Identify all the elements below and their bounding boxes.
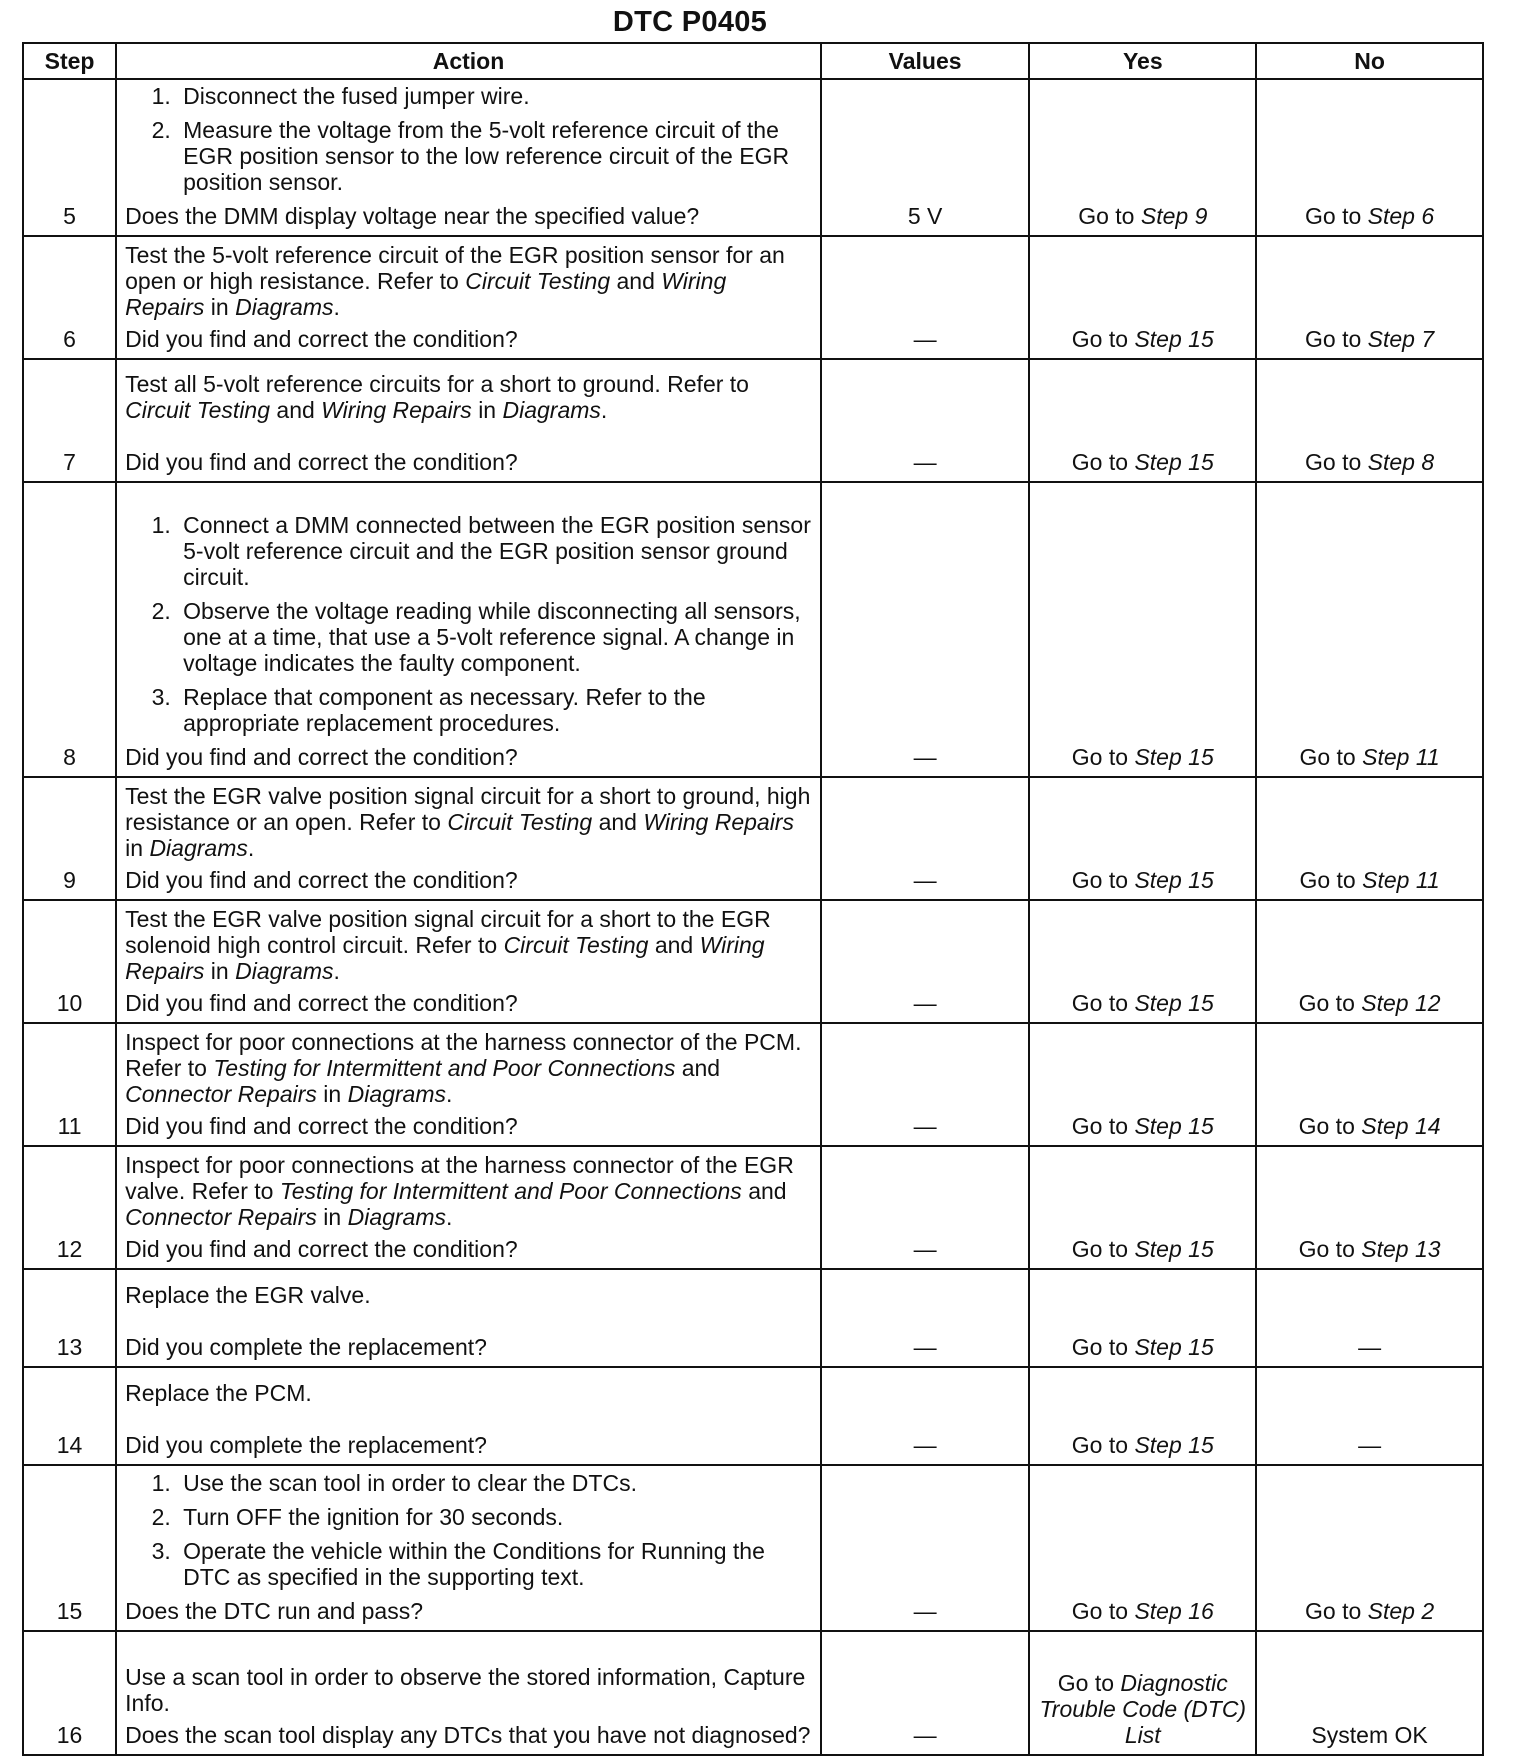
- action-question: Did you find and correct the condition?: [125, 744, 518, 770]
- action-cell: [116, 777, 821, 900]
- yes-cell: Go to Step 15: [1029, 1269, 1256, 1367]
- no-cell: Go to Step 8: [1256, 359, 1483, 482]
- action-cell: [116, 1631, 821, 1755]
- action-item: 2. Measure the voltage from the 5-volt reference circuit of the EGR position sensor to the low reference circuit of the EGR position sensor.: [177, 117, 812, 195]
- action-cell: [116, 236, 821, 359]
- step-link[interactable]: Step 15: [1134, 1236, 1214, 1262]
- action-question: Does the DMM display voltage near the specified value?: [125, 203, 700, 229]
- value-cell: —: [821, 1631, 1030, 1755]
- action-cell: [116, 1367, 821, 1465]
- action-text: Inspect for poor connections at the harness connector of the EGR valve. Refer to Testing for Intermittent and Poor Connections and Connector Repairs in Diagrams.: [125, 1152, 794, 1230]
- step-link[interactable]: Step 15: [1134, 867, 1214, 893]
- table-row: [23, 777, 1483, 900]
- step-link[interactable]: Step 16: [1134, 1598, 1214, 1624]
- value-cell: —: [821, 359, 1030, 482]
- action-cell: [116, 79, 821, 236]
- action-cell: [116, 1465, 821, 1631]
- step-number: 13: [23, 1269, 116, 1367]
- step-link[interactable]: Step 14: [1361, 1113, 1441, 1139]
- action-item: 3. Operate the vehicle within the Conditions for Running the DTC as specified in the supporting text.: [177, 1538, 812, 1590]
- header-no: No: [1256, 43, 1483, 79]
- table-row: [23, 900, 1483, 1023]
- action-question: Does the scan tool display any DTCs that you have not diagnosed?: [125, 1722, 811, 1748]
- step-number: 15: [23, 1465, 116, 1631]
- step-link[interactable]: Step 11: [1362, 744, 1440, 770]
- action-question: Did you find and correct the condition?: [125, 1113, 518, 1139]
- step-link[interactable]: Step 13: [1361, 1236, 1441, 1262]
- header-values: Values: [821, 43, 1030, 79]
- value-cell: —: [821, 1146, 1030, 1269]
- header-step: Step: [23, 43, 116, 79]
- yes-cell: Go to Step 15: [1029, 359, 1256, 482]
- action-item: 1. Disconnect the fused jumper wire.: [177, 83, 812, 109]
- no-cell: Go to Step 11: [1256, 777, 1483, 900]
- yes-cell: Go to Step 15: [1029, 1146, 1256, 1269]
- step-number: 11: [23, 1023, 116, 1146]
- action-text: Test all 5-volt reference circuits for a short to ground. Refer to Circuit Testing and Wiring Repairs in Diagrams.: [125, 371, 749, 423]
- value-cell: —: [821, 1465, 1030, 1631]
- header-row: [23, 43, 1483, 79]
- action-cell: [116, 1269, 821, 1367]
- no-cell: —: [1256, 1269, 1483, 1367]
- step-number: 6: [23, 236, 116, 359]
- yes-cell: Go to Step 15: [1029, 236, 1256, 359]
- no-cell: Go to Step 2: [1256, 1465, 1483, 1631]
- yes-cell: Go to Step 15: [1029, 1023, 1256, 1146]
- step-link[interactable]: Step 8: [1367, 449, 1435, 475]
- step-number: 12: [23, 1146, 116, 1269]
- dtc-table: [22, 42, 1484, 1756]
- no-cell: Go to Step 6: [1256, 79, 1483, 236]
- table-row: [23, 1146, 1483, 1269]
- step-link[interactable]: Step 12: [1361, 990, 1441, 1016]
- action-question: Did you find and correct the condition?: [125, 326, 518, 352]
- action-question: Did you complete the replacement?: [125, 1334, 487, 1360]
- yes-cell: Go to Step 16: [1029, 1465, 1256, 1631]
- action-cell: [116, 900, 821, 1023]
- table-row: [23, 1367, 1483, 1465]
- no-cell: Go to Step 13: [1256, 1146, 1483, 1269]
- step-link[interactable]: Step 15: [1134, 1432, 1214, 1458]
- yes-cell: Go to Diagnostic Trouble Code (DTC) List: [1029, 1631, 1256, 1755]
- value-cell: —: [821, 1269, 1030, 1367]
- table-row: [23, 1465, 1483, 1631]
- step-link[interactable]: Step 7: [1367, 326, 1435, 352]
- action-item: 2. Observe the voltage reading while disconnecting all sensors, one at a time, that use a 5-volt reference signal. A change in voltage indicates the faulty component.: [177, 598, 812, 676]
- step-number: 5: [23, 79, 116, 236]
- table-row: [23, 236, 1483, 359]
- action-question: Did you complete the replacement?: [125, 1432, 487, 1458]
- action-text: Inspect for poor connections at the harness connector of the PCM. Refer to Testing for Intermittent and Poor Connections and Connector Repairs in Diagrams.: [125, 1029, 802, 1107]
- dtc-list-link[interactable]: Diagnostic Trouble Code (DTC) List: [1039, 1670, 1247, 1748]
- header-action: Action: [116, 43, 821, 79]
- action-text: Replace the EGR valve.: [125, 1282, 371, 1308]
- value-cell: —: [821, 1023, 1030, 1146]
- action-item: 2. Turn OFF the ignition for 30 seconds.: [177, 1504, 812, 1530]
- page-title: DTC P0405: [612, 6, 768, 38]
- action-question: Did you find and correct the condition?: [125, 449, 518, 475]
- action-item: 1. Use the scan tool in order to clear the DTCs.: [177, 1470, 812, 1496]
- no-cell: System OK: [1256, 1631, 1483, 1755]
- table-row: [23, 1023, 1483, 1146]
- yes-cell: Go to Step 15: [1029, 777, 1256, 900]
- step-link[interactable]: Step 11: [1362, 867, 1440, 893]
- step-link[interactable]: Step 9: [1140, 203, 1208, 229]
- step-link[interactable]: Step 15: [1134, 744, 1214, 770]
- action-list: [125, 83, 812, 195]
- action-text: Test the 5-volt reference circuit of the EGR position sensor for an open or high resistance. Refer to Circuit Testing and Wiring Repairs in Diagrams.: [125, 242, 785, 320]
- no-cell: —: [1256, 1367, 1483, 1465]
- step-link[interactable]: Step 6: [1367, 203, 1435, 229]
- yes-cell: Go to Step 15: [1029, 482, 1256, 777]
- action-list: [125, 512, 812, 736]
- table-row: [23, 359, 1483, 482]
- action-text: Test the EGR valve position signal circuit for a short to the EGR solenoid high control circuit. Refer to Circuit Testing and Wiring Repairs in Diagrams.: [125, 906, 771, 984]
- value-cell: —: [821, 777, 1030, 900]
- header-yes: Yes: [1029, 43, 1256, 79]
- action-text: Use a scan tool in order to observe the stored information, Capture Info.: [125, 1664, 806, 1716]
- no-cell: Go to Step 11: [1256, 482, 1483, 777]
- action-cell: [116, 1146, 821, 1269]
- step-link[interactable]: Step 2: [1367, 1598, 1435, 1624]
- action-cell: [116, 482, 821, 777]
- action-list: [125, 1470, 812, 1590]
- action-question: Did you find and correct the condition?: [125, 990, 518, 1016]
- table-row: [23, 1269, 1483, 1367]
- step-link[interactable]: Step 15: [1134, 1334, 1214, 1360]
- value-cell: —: [821, 900, 1030, 1023]
- action-cell: [116, 1023, 821, 1146]
- step-number: 8: [23, 482, 116, 777]
- table-row: [23, 482, 1483, 777]
- action-question: Did you find and correct the condition?: [125, 1236, 518, 1262]
- action-text: Test the EGR valve position signal circuit for a short to ground, high resistance or an open. Refer to Circuit Testing and Wiring Repairs in Diagrams.: [125, 783, 811, 861]
- table-row: [23, 1631, 1483, 1755]
- step-number: 16: [23, 1631, 116, 1755]
- yes-cell: Go to Step 15: [1029, 900, 1256, 1023]
- value-cell: —: [821, 1367, 1030, 1465]
- step-number: 7: [23, 359, 116, 482]
- table-row: [23, 79, 1483, 236]
- action-text: Replace the PCM.: [125, 1380, 312, 1406]
- action-item: 1. Connect a DMM connected between the EGR position sensor 5-volt reference circuit and the EGR position sensor ground circuit.: [177, 512, 812, 590]
- action-item: 3. Replace that component as necessary. Refer to the appropriate replacement procedures.: [177, 684, 812, 736]
- no-cell: Go to Step 12: [1256, 900, 1483, 1023]
- step-link[interactable]: Step 15: [1134, 326, 1214, 352]
- step-link[interactable]: Step 15: [1134, 449, 1214, 475]
- step-number: 10: [23, 900, 116, 1023]
- no-cell: Go to Step 14: [1256, 1023, 1483, 1146]
- action-cell: [116, 359, 821, 482]
- action-question: Did you find and correct the condition?: [125, 867, 518, 893]
- action-question: Does the DTC run and pass?: [125, 1598, 424, 1624]
- step-number: 14: [23, 1367, 116, 1465]
- no-cell: Go to Step 7: [1256, 236, 1483, 359]
- step-link[interactable]: Step 15: [1134, 990, 1214, 1016]
- value-cell: —: [821, 236, 1030, 359]
- step-number: 9: [23, 777, 116, 900]
- yes-cell: Go to Step 9: [1029, 79, 1256, 236]
- yes-cell: Go to Step 15: [1029, 1367, 1256, 1465]
- value-cell: 5 V: [821, 79, 1030, 236]
- value-cell: —: [821, 482, 1030, 777]
- step-link[interactable]: Step 15: [1134, 1113, 1214, 1139]
